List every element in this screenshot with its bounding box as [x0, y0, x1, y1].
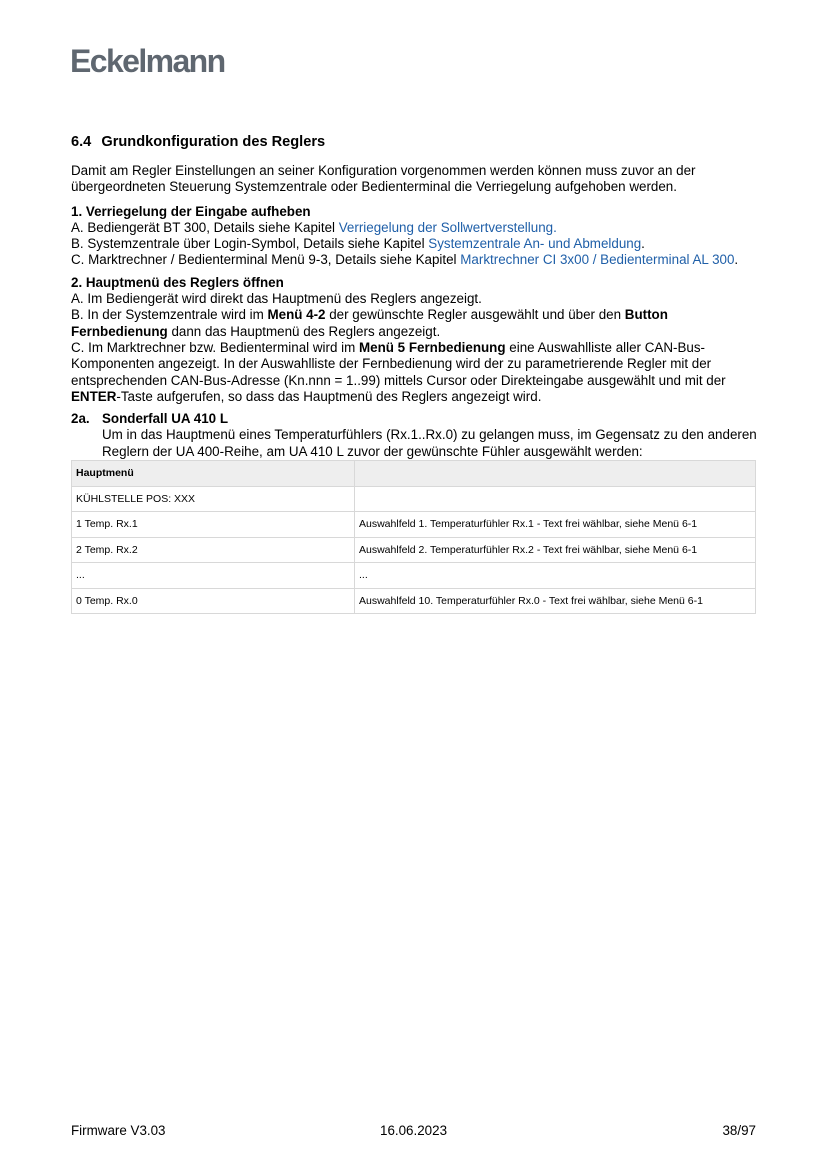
step1-c-end: . — [734, 252, 739, 268]
section-title-text: Grundkonfiguration des Reglers — [101, 134, 326, 150]
table-cell: ... — [72, 563, 355, 589]
step2-b-text-1: B. In der Systemzentrale wird im — [71, 307, 268, 323]
step2-b-text-3: dann das Hauptmenü des Reglers angezeigt. — [167, 323, 441, 339]
step2a-text: Um in das Hauptmenü eines Temperaturfühlers (Rx.1..Rx.0) zu gelangen muss, im Gegensatz zu den anderen Reglern der UA 400-Reihe, am UA 410 L zuvor der gewünschte Fühler ausgewählt werden: — [102, 427, 757, 459]
table-row — [72, 588, 756, 614]
table-cell: Auswahlfeld 10. Temperaturfühler Rx.0 - Text frei wählbar, siehe Menü 6-1 — [355, 588, 756, 614]
main-content — [71, 133, 761, 614]
main-menu-table — [71, 460, 756, 614]
table-cell: Auswahlfeld 2. Temperaturfühler Rx.2 - Text frei wählbar, siehe Menü 6-1 — [355, 537, 756, 563]
step1-c-text: C. Marktrechner / Bedienterminal Menü 9-3, Details siehe Kapitel — [71, 252, 461, 268]
table-cell: 0 Temp. Rx.0 — [72, 588, 355, 614]
step2-c-bold-2: ENTER — [71, 388, 117, 404]
table-cell — [355, 486, 756, 512]
table-cell: KÜHLSTELLE POS: XXX — [72, 486, 355, 512]
company-logo: Eckelmann — [70, 43, 225, 79]
link-verriegelung-sollwertverstellung[interactable]: Verriegelung der Sollwertverstellung. — [338, 219, 557, 235]
step2-heading: 2. Hauptmenü des Reglers öffnen — [71, 274, 284, 290]
step1-item-b — [71, 236, 761, 252]
table-row — [72, 537, 756, 563]
link-systemzentrale-anmeldung[interactable]: Systemzentrale An- und Abmeldung — [428, 236, 642, 252]
table-header-row — [72, 461, 756, 487]
step2-b-text-2: der gewünschte Regler ausgewählt und über den — [325, 307, 625, 323]
step2-c-bold-1: Menü 5 Fernbedienung — [358, 339, 506, 355]
table-cell: 1 Temp. Rx.1 — [72, 512, 355, 538]
table-row — [72, 563, 756, 589]
step2a-heading — [71, 411, 761, 427]
step1-heading: 1. Verriegelung der Eingabe aufheben — [71, 203, 311, 219]
footer-firmware: Firmware V3.03 — [71, 1123, 166, 1138]
step2-item-b — [71, 307, 761, 340]
step1-item-a — [71, 220, 761, 236]
table-cell: ... — [355, 563, 756, 589]
table-cell: 2 Temp. Rx.2 — [72, 537, 355, 563]
step2-b-bold-1: Menü 4-2 — [267, 307, 326, 323]
table-header-cell — [355, 461, 756, 487]
link-marktrechner-bedienterminal[interactable]: Marktrechner CI 3x00 / Bedienterminal AL 300 — [460, 252, 735, 268]
step1-b-end: . — [641, 236, 645, 252]
table-cell: Auswahlfeld 1. Temperaturfühler Rx.1 - Text frei wählbar, siehe Menü 6-1 — [355, 512, 756, 538]
step2-c-text-3: -Taste aufgerufen, so dass das Hauptmenü des Reglers angezeigt wird. — [116, 388, 542, 404]
step2-c-text-1: C. Im Marktrechner bzw. Bedienterminal wird im — [71, 339, 359, 355]
step1-b-text: B. Systemzentrale über Login-Symbol, Details siehe Kapitel — [71, 236, 429, 252]
footer-page-number: 38/97 — [722, 1123, 756, 1138]
step2-b-bold-2: Button Fernbedienung — [71, 307, 668, 339]
step1-item-c — [71, 252, 761, 268]
step2a-index: 2a. — [71, 411, 90, 427]
table-row — [72, 512, 756, 538]
step2-c-text-2: eine Auswahlliste aller CAN-Bus-Komponenten angezeigt. In der Auswahlliste der Fernbedienung wird der zu parametrierende Regler mit der entsprechenden CAN-Bus-Adresse (Kn.nnn = 1..99) mittels Cursor oder Direkteingabe ausgewählt und mit der — [71, 339, 726, 388]
section-number: 6.4 — [71, 134, 92, 150]
step2-block — [71, 275, 761, 405]
footer-date: 16.06.2023 — [380, 1123, 448, 1138]
step1-block — [71, 204, 761, 269]
step2-item-a: A. Im Bediengerät wird direkt das Hauptmenü des Reglers angezeigt. — [71, 291, 482, 307]
table-row — [72, 486, 756, 512]
section-title — [71, 133, 761, 151]
step2a-title: Sonderfall UA 410 L — [102, 411, 229, 427]
step2-item-c — [71, 340, 761, 405]
table-header-cell: Hauptmenü — [72, 461, 355, 487]
step2a-block — [71, 411, 761, 460]
intro-paragraph: Damit am Regler Einstellungen an seiner Konfiguration vorgenommen werden können muss zuvor an der übergeordneten Steuerung Systemzentrale oder Bedienterminal die Verriegelung aufgehoben werden. — [71, 163, 696, 195]
step1-a-text: A. Bediengerät BT 300, Details siehe Kapitel — [71, 219, 339, 235]
